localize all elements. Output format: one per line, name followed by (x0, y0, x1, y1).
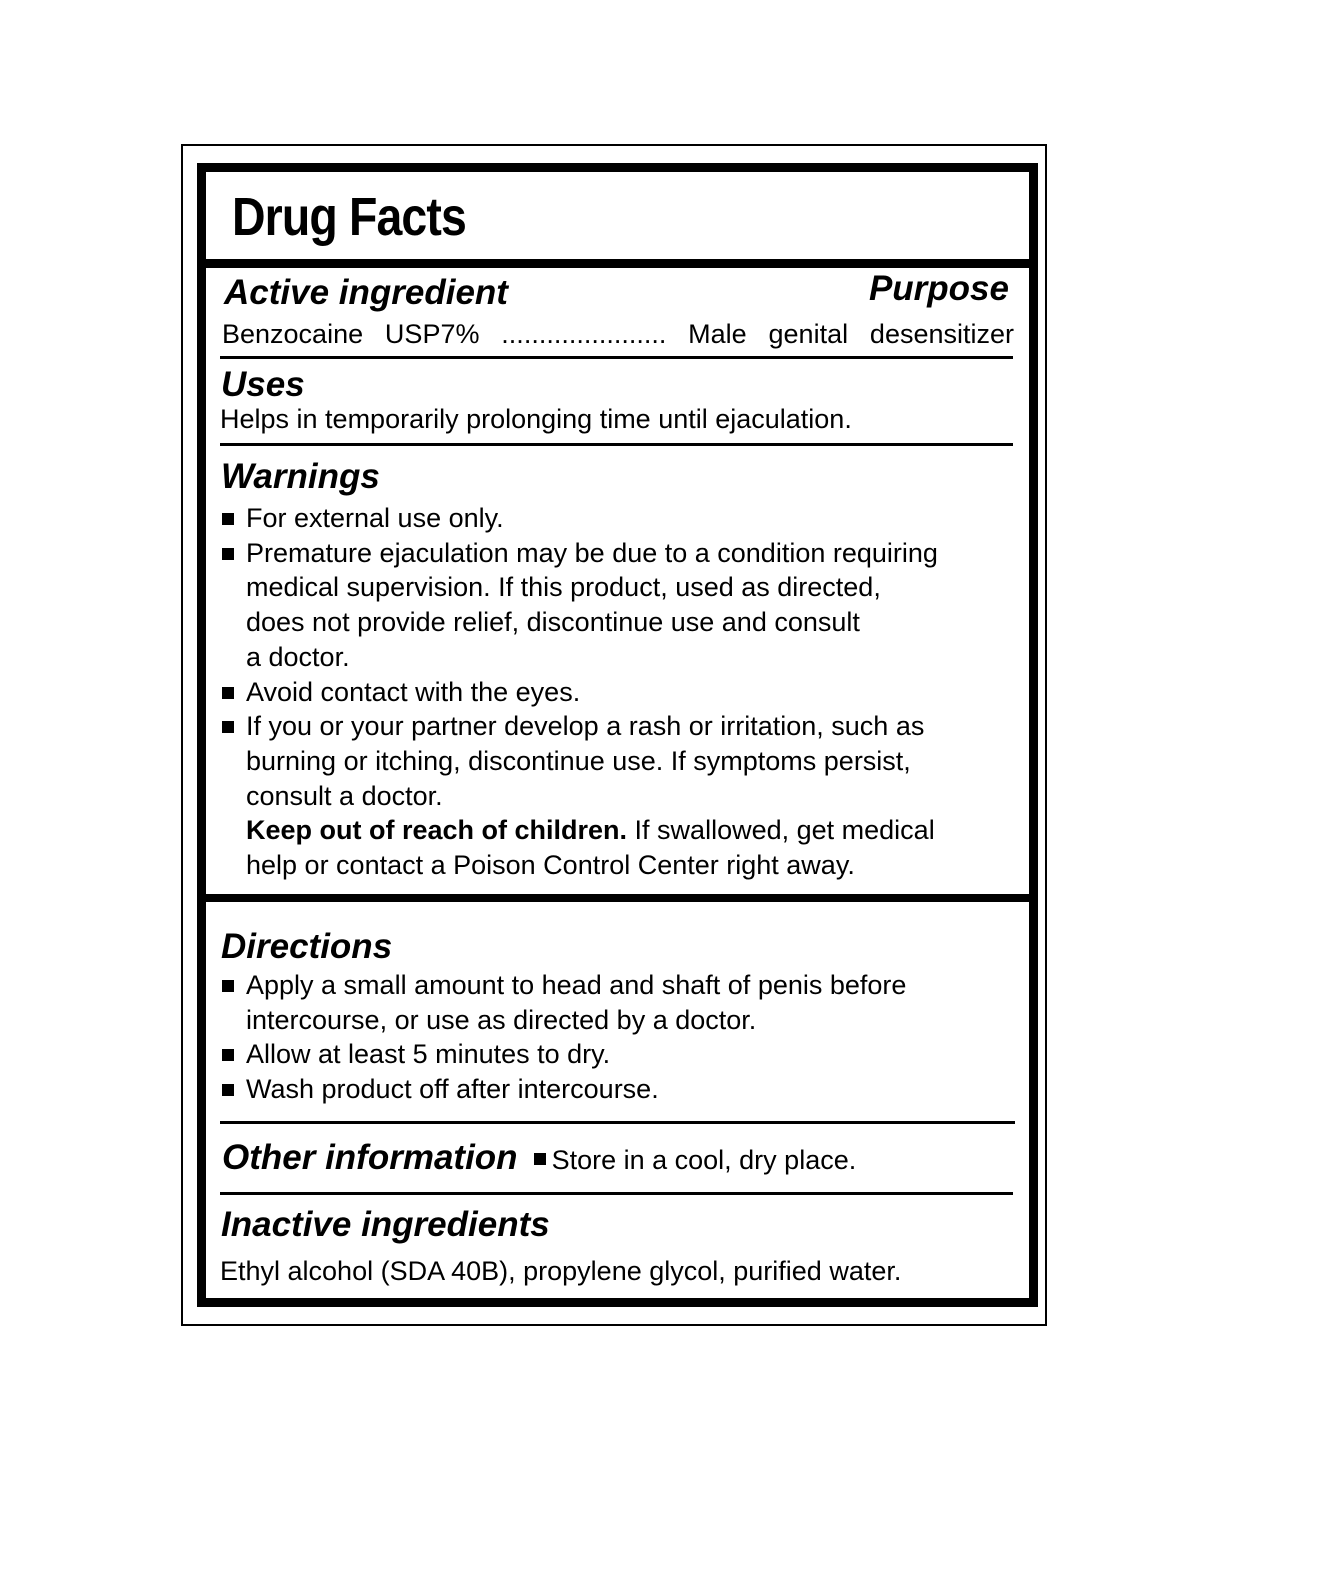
list-item (220, 709, 1020, 813)
list-item (220, 536, 1020, 675)
direction-text: Wash product off after intercourse. (246, 1074, 659, 1105)
bullet-square-icon (222, 548, 234, 560)
bullet-square-icon (534, 1153, 546, 1165)
drug-facts-panel (197, 163, 1038, 1307)
uses-text: Helps in temporarily prolonging time until ejaculation. (220, 404, 852, 434)
list-item (220, 501, 1020, 536)
active-ingredient-heading: Active ingredient (224, 273, 508, 312)
directions-heading: Directions (221, 927, 393, 966)
uses-heading: Uses (221, 365, 305, 404)
bullet-square-icon (222, 1084, 234, 1096)
warnings-heading: Warnings (221, 457, 380, 496)
divider (220, 443, 1013, 446)
keep-out-of-reach-bold: Keep out of reach of children. (246, 815, 628, 846)
purpose-heading: Purpose (868, 269, 1009, 308)
warning-text: Avoid contact with the eyes. (246, 676, 581, 707)
warnings-list (220, 501, 1020, 883)
bullet-square-icon (222, 721, 234, 733)
other-information-heading: Other information (222, 1138, 518, 1177)
list-item (220, 1072, 1020, 1107)
keep-out-of-reach-text (220, 813, 1020, 882)
inactive-ingredients-heading: Inactive ingredients (221, 1205, 550, 1244)
list-item (220, 1037, 1020, 1072)
direction-text: Apply a small amount to head and shaft of penis before intercourse, or use as directed by a doctor. (246, 970, 907, 1035)
section-divider-thick (206, 894, 1029, 902)
divider (220, 356, 1013, 359)
list-item (220, 675, 1020, 710)
other-information-text: Store in a cool, dry place. (551, 1145, 857, 1175)
warning-text: Premature ejaculation may be due to a condition requiring medical supervision. If this product, used as directed, does not provide relief, discontinue use and consult a doctor. (246, 537, 938, 672)
other-information-line (222, 1138, 856, 1178)
directions-list (220, 968, 1020, 1107)
keep-out-of-reach-rest: If swallowed, get medical help or contact a Poison Control Center right away. (246, 815, 935, 881)
drug-facts-title: Drug Facts (232, 187, 466, 247)
drug-facts-header (206, 172, 1029, 268)
bullet-square-icon (222, 687, 234, 699)
bullet-square-icon (222, 1049, 234, 1061)
direction-text: Allow at least 5 minutes to dry. (246, 1039, 611, 1070)
divider (220, 1192, 1013, 1195)
active-ingredient-line: Benzocaine USP7% ...................... Male genital desensitizer (222, 319, 1014, 349)
list-item (220, 968, 1020, 1037)
inactive-ingredients-text: Ethyl alcohol (SDA 40B), propylene glycol, purified water. (220, 1256, 902, 1286)
warning-text: For external use only. (246, 503, 504, 533)
warning-text: If you or your partner develop a rash or irritation, such as burning or itching, discontinue use. If symptoms persist, consult a doctor. (246, 711, 925, 811)
divider (220, 1121, 1015, 1124)
bullet-square-icon (222, 980, 234, 992)
bullet-square-icon (222, 513, 234, 525)
